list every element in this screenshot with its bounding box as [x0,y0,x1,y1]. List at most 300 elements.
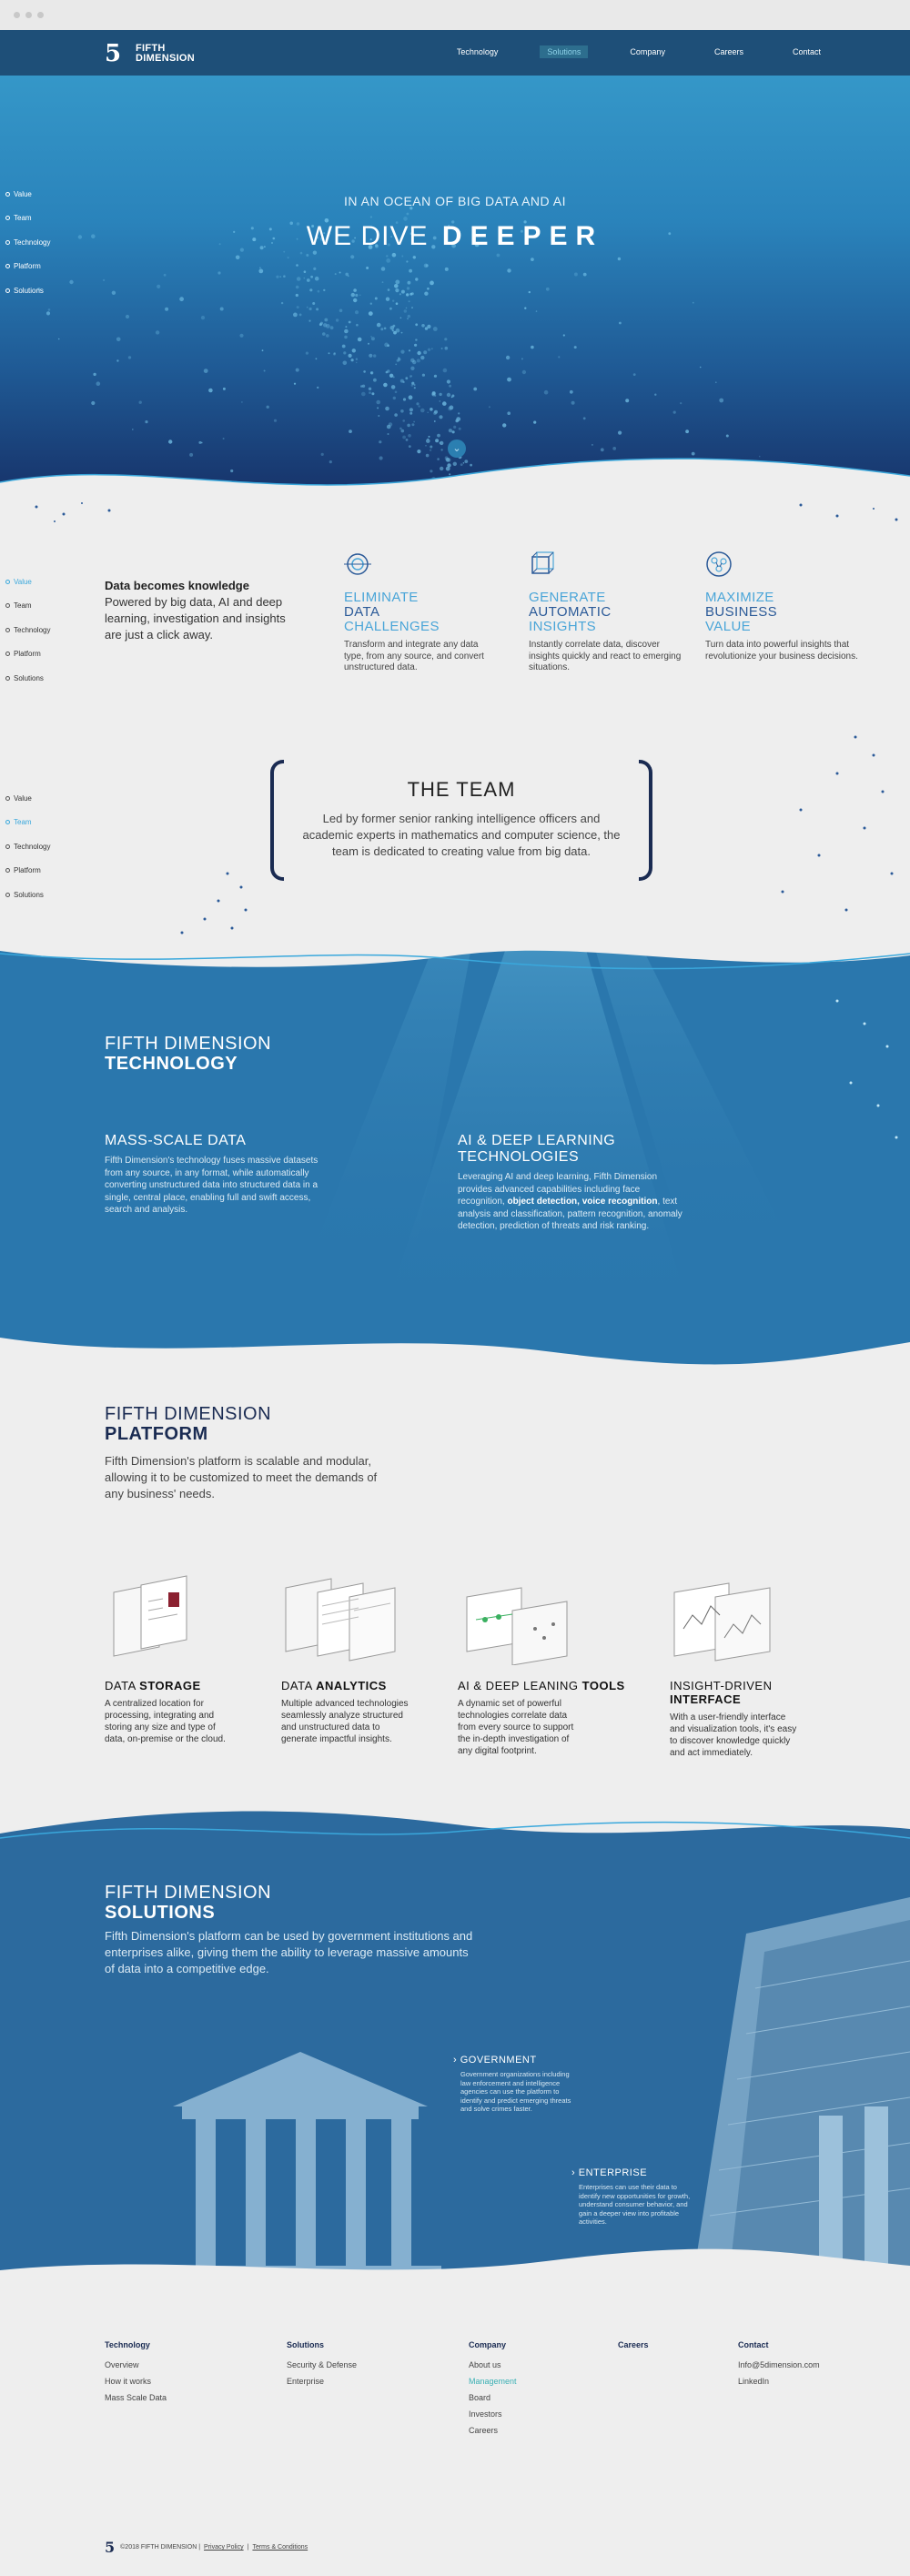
footer-link[interactable]: Security & Defense [287,2360,358,2369]
side-nav-solutions[interactable] [5,278,50,303]
footer-link[interactable]: Board [469,2393,491,2402]
module-data-analytics [281,1574,454,1745]
particle-dot [426,454,430,458]
particle-dot [351,293,355,297]
particle-dot [522,370,526,374]
particle-dot [439,393,441,396]
particle-dot [389,374,393,378]
particle-dot [393,397,396,399]
bullet-icon [5,580,10,584]
particle-dot [351,359,354,361]
side-nav-value[interactable] [5,570,50,594]
side-nav-label: Solutions [14,286,44,295]
particle-dot [427,288,430,290]
side-nav-technology[interactable] [5,230,50,255]
footer-col-solutions [287,2340,357,2389]
module-title-light: INSIGHT-DRIVEN [670,1679,773,1692]
particle-dot [241,401,243,403]
side-nav-value-section [5,570,50,691]
particle-dot [296,264,298,267]
side-nav-label: Value [14,793,32,803]
particle-dot [368,343,369,345]
particle-dot [633,373,636,376]
particle-dot [439,415,442,419]
feature-title-dark: INSIGHTS [529,619,597,634]
particle-dot [414,344,417,347]
particle-dot [164,274,167,277]
particle-dot [625,399,629,402]
particle-dot [320,322,323,325]
particle-dot [685,429,689,433]
hero-title-bold: DEEPER [441,221,604,251]
particle-dot [380,328,383,330]
module-title-light: AI & DEEP LEANING [458,1679,579,1692]
particle-dot [330,326,334,329]
particle-dot [402,419,405,422]
particle-dot [546,288,550,291]
particle-dot [179,297,184,301]
particle-dot [447,379,450,383]
particle-dot [452,430,455,433]
particle-dot [411,307,413,308]
bullet-icon [5,652,10,656]
particle-dot [316,308,318,310]
particle-dot [369,391,371,394]
tech-text-bold: object detection, voice recognition [507,1197,658,1207]
storage-illustration-icon [105,1574,232,1665]
particle-dot [395,364,397,366]
value-particles [0,496,910,541]
particle-dot [382,281,384,283]
side-nav-technology[interactable] [5,618,50,642]
feature-title-dark: AUTOMATIC [529,604,612,620]
bullet-icon [5,240,10,245]
particle-dot [428,349,430,351]
particle-dot [431,392,435,396]
particle-dot [450,406,454,410]
particle-dot [377,407,379,409]
particle-dot [306,254,308,257]
particle-dot [612,447,616,450]
feature-title [529,591,683,634]
network-icon [705,550,733,579]
particle-dot [680,402,682,404]
particle-dot [116,359,118,361]
interface-illustration-icon [670,1574,797,1665]
particle-dot [445,268,449,271]
particle-dot [443,369,448,373]
particle-dot [460,463,463,466]
side-nav-label: Platform [14,866,41,875]
particle-dot [429,436,430,438]
particle-dot [430,446,432,449]
separator: | [197,2544,201,2551]
particle-dot [378,415,379,417]
particle-dot [558,356,560,358]
solution-title-text: ENTERPRISE [578,2167,648,2178]
particle-dot [435,439,439,442]
module-ai-tools [458,1574,631,1757]
particle-dot [463,462,465,464]
particle-dot [239,334,243,338]
particle-dot [437,458,440,460]
bullet-icon [5,264,10,268]
footer-link[interactable]: Info@5dimension.com [738,2360,820,2369]
footer-link[interactable]: LinkedIn [738,2377,770,2386]
particle-dot [759,456,761,458]
footer-heading[interactable]: Solutions [287,2340,324,2349]
particle-dot [385,407,389,411]
particle-dot [358,338,362,342]
side-nav-label: Value [14,577,32,586]
particle-dot [425,445,427,447]
footer-logo[interactable]: 5 [105,2539,116,2556]
side-nav-value[interactable] [5,182,50,207]
particle-dot [356,362,358,364]
feature-text: Transform and integrate any data type, from any source, and convert unstructured data. [344,640,484,672]
particle-dot [408,281,411,285]
particle-dot [157,285,160,288]
particle-dot [296,294,298,297]
particle-dot [402,381,404,383]
particle-dot [69,280,73,284]
team-text: Led by former senior ranking intelligence officers and academic experts in mathematics and computer science, the team is dedicated to creating value from big data. [302,812,621,858]
module-text: A centralized location for processing, integrating and storing any size and type of data, on-premise or the cloud. [105,1699,226,1744]
particle-dot [413,256,416,258]
particle-dot [592,444,593,446]
particle-dot [321,453,324,456]
particle-dot [355,294,358,297]
side-nav-team[interactable] [5,207,50,231]
particle-dot [307,278,310,282]
particle-dot [139,401,142,404]
particle-dot [601,448,604,451]
footer-link[interactable]: Management [469,2377,517,2386]
particle-dot [394,413,398,417]
particle-dot [204,369,208,373]
analytics-illustration-icon [281,1574,409,1665]
module-interface [670,1574,843,1759]
separator: | [247,2544,249,2551]
value-text: Powered by big data, AI and deep learning, investigation and insights are just a click away. [105,595,286,641]
particle-dot [489,406,490,408]
feature-title-dark: VALUE [705,619,752,634]
solutions-text: Fifth Dimension's platform can be used by government institutions and enterprises alike, giving them the ability to leverage massive amounts of data into a competitive edge. [105,1929,473,1975]
chevron-down-icon[interactable]: ⌄ [448,439,466,458]
particle-dot [329,460,332,463]
particle-dot [309,288,312,291]
particle-dot [267,406,269,409]
particle-dot [449,473,450,475]
particle-dot [411,423,414,426]
particle-dot [373,379,377,382]
particle-dot [440,449,442,450]
particle-dot [318,290,320,293]
logo-text [136,44,195,64]
particle-dot [294,383,296,385]
side-nav-label: Team [14,601,32,611]
particle-dot [359,295,361,297]
footer-link[interactable]: Careers [469,2426,499,2435]
particle-dot [145,420,147,423]
footer-link[interactable]: Overview [105,2360,139,2369]
particle-dot [316,358,318,359]
particle-dot [433,411,437,415]
particle-dot [431,348,433,349]
particle-dot [93,373,96,376]
team-title: THE TEAM [407,778,516,801]
particle-dot [403,217,408,221]
particle-dot [400,318,402,319]
particle-dot [281,302,283,304]
particle-dot [356,359,358,360]
particle-dot [410,367,414,370]
particle-dot [619,322,622,325]
particle-dot [402,436,406,439]
particle-dot [415,323,418,326]
footer-link[interactable]: How it works [105,2377,152,2386]
particle-dot [353,288,357,292]
particle-dot [326,334,329,338]
menu-item-company[interactable]: Company [630,47,665,56]
particle-dot [297,277,301,281]
particle-dot [392,300,394,302]
copyright-bar [105,2539,311,2556]
particle-dot [339,272,341,274]
particle-dot [692,452,695,456]
feature-title-light: ELIMINATE [344,590,419,605]
particle-dot [304,278,306,279]
particle-dot [371,392,374,395]
logo[interactable] [105,41,195,66]
particle-dot [397,359,399,362]
particle-dot [375,298,378,300]
privacy-link[interactable]: Privacy Policy [204,2544,244,2551]
particle-dot [447,458,451,462]
particle-dot [416,402,419,405]
menu-item-contact[interactable]: Contact [792,47,821,56]
footer-heading[interactable]: Contact [738,2340,769,2349]
particle-dot [406,260,408,262]
side-nav-platform[interactable] [5,642,50,667]
particle-dot [317,387,318,389]
module-title-light: DATA [281,1679,313,1692]
footer-link[interactable]: Enterprise [287,2377,325,2386]
particle-dot [398,357,399,359]
particle-dot [507,411,511,415]
particle-dot [376,400,380,405]
section-title-line2: PLATFORM [105,1424,208,1444]
copyright-text: ©2018 FIFTH DIMENSION [120,2544,197,2551]
menu-item-solutions[interactable]: Solutions [540,45,588,58]
footer-link[interactable]: Investors [469,2409,502,2419]
menu-item-careers[interactable]: Careers [713,47,743,56]
particle-dot [536,310,538,312]
particle-dot [352,349,356,352]
particle-dot [349,354,352,358]
particle-dot [715,381,717,383]
window-dot-icon [14,12,20,18]
particle-dot [386,255,388,257]
particle-dot [342,345,346,349]
solutions-background [0,1806,910,2288]
module-data-storage [105,1574,278,1745]
solution-enterprise[interactable] [571,2167,699,2227]
particle-dot [343,351,346,354]
particle-dot [274,419,277,422]
particle-dot [377,323,381,328]
particle-dot [408,434,411,438]
particle-dot [409,300,410,302]
section-title-line1: FIFTH DIMENSION [105,1034,272,1054]
particle-dot [417,450,420,453]
particle-dot [437,434,440,438]
particle-dot [360,385,363,388]
terms-link[interactable]: Terms & Conditions [252,2544,308,2551]
particle-dot [384,328,387,330]
footer-col-company [469,2340,517,2439]
tech-col-title: AI & DEEP LEARNING TECHNOLOGIES [458,1133,616,1165]
particle-dot [126,315,129,318]
particle-dot [401,256,403,258]
particle-dot [386,298,389,301]
feature-title [705,591,860,634]
main-menu [450,45,828,58]
bullet-icon [5,192,10,197]
particle-dot [433,327,438,331]
particle-dot [507,378,511,382]
footer-heading[interactable]: Careers [618,2340,649,2349]
particle-dot [388,433,389,435]
particle-dot [223,388,226,390]
technology-title [105,1034,271,1074]
particle-dot [371,337,375,340]
particle-dot [570,390,573,394]
particle-dot [426,264,429,267]
solution-government[interactable] [453,2055,581,2114]
particle-dot [355,310,359,314]
particle-dot [524,308,526,309]
particle-dot [156,330,159,334]
particle-dot [406,439,409,441]
particle-dot [333,353,336,356]
particle-dot [112,291,116,295]
particle-dot [279,276,281,278]
particle-dot [323,289,325,291]
chevron-right-icon: › [453,2055,460,2066]
particle-dot [425,327,428,329]
particle-dot [369,354,372,358]
footer-heading[interactable]: Technology [105,2340,150,2349]
particle-dot [420,409,425,413]
particle-dot [344,336,348,339]
particle-dot [455,419,459,423]
particle-dot [388,288,390,291]
side-nav-platform[interactable] [5,255,50,279]
menu-item-technology[interactable]: Technology [456,47,499,56]
particle-dot [369,311,373,316]
particle-dot [313,268,316,270]
particle-dot [583,273,587,277]
particle-dot [726,435,729,438]
module-title-bold: STORAGE [139,1679,201,1692]
particle-dot [409,349,410,351]
particle-dot [349,429,352,433]
particle-dot [393,325,396,328]
particle-dot [386,258,390,263]
particle-dot [447,463,450,467]
particle-dot [379,440,381,443]
platform-title [105,1404,271,1444]
particle-dot [533,421,536,424]
particle-dot [283,275,286,278]
particle-dot [442,401,447,406]
top-nav [0,30,910,76]
particle-dot [571,401,575,405]
particle-dot [315,277,319,281]
particle-dot [449,429,452,432]
bullet-icon [5,676,10,681]
footer-heading[interactable]: Company [469,2340,507,2349]
feature-title-light: MAXIMIZE [705,590,774,605]
hero-title-light: WE DIVE [306,221,429,251]
particle-dot [389,308,392,310]
particle-dot [410,293,412,296]
feature-title-light: GENERATE [529,590,606,605]
section-title-line1: FIFTH DIMENSION [105,1404,272,1424]
footer-link[interactable]: About us [469,2360,501,2369]
feature-title-dark: BUSINESS [705,604,778,620]
solutions-title [105,1883,271,1923]
particle-dot [445,347,449,350]
particle-dot [427,412,429,414]
particle-dot [393,376,395,378]
module-text: A dynamic set of powerful technologies correlate data from every source to support the in-depth investigation of any digital footprint. [458,1699,574,1756]
tech-col-text [458,1171,685,1233]
particle-dot [230,470,233,472]
solution-text: Enterprises can use their data to identify new opportunities for growth, understand consumer behavior, and gain a deeper view into profitable activities. [579,2183,691,2226]
particle-dot [400,350,404,354]
side-nav-solutions[interactable] [5,666,50,691]
hero-subtitle: IN AN OCEAN OF BIG DATA AND AI [344,194,566,208]
particle-dot [384,343,389,348]
feature-title-dark: CHALLENGES [344,619,440,634]
section-title-line2: TECHNOLOGY [105,1054,238,1074]
particle-dot [370,303,372,305]
particle-dot [700,367,702,369]
tech-col-title: MASS-SCALE DATA [105,1133,247,1148]
particle-dot [48,308,51,311]
tech-col-mass-scale [105,1133,323,1217]
particle-dot [411,382,414,385]
particle-dot [618,258,621,260]
particle-dot [353,298,357,302]
particle-dot [312,302,315,305]
window-dot-icon [25,12,32,18]
footer-link[interactable]: Mass Scale Data [105,2393,167,2402]
particle-dot [363,370,366,373]
side-nav-team[interactable] [5,594,50,619]
particle-dot [464,460,468,463]
particle-dot [470,464,472,467]
particle-dot [424,292,428,296]
particle-dot [410,359,415,363]
particle-dot [348,275,349,277]
particle-dot [208,389,213,393]
side-nav-label: Technology [14,237,51,247]
hero-section [0,76,910,494]
particle-dot [132,429,134,430]
